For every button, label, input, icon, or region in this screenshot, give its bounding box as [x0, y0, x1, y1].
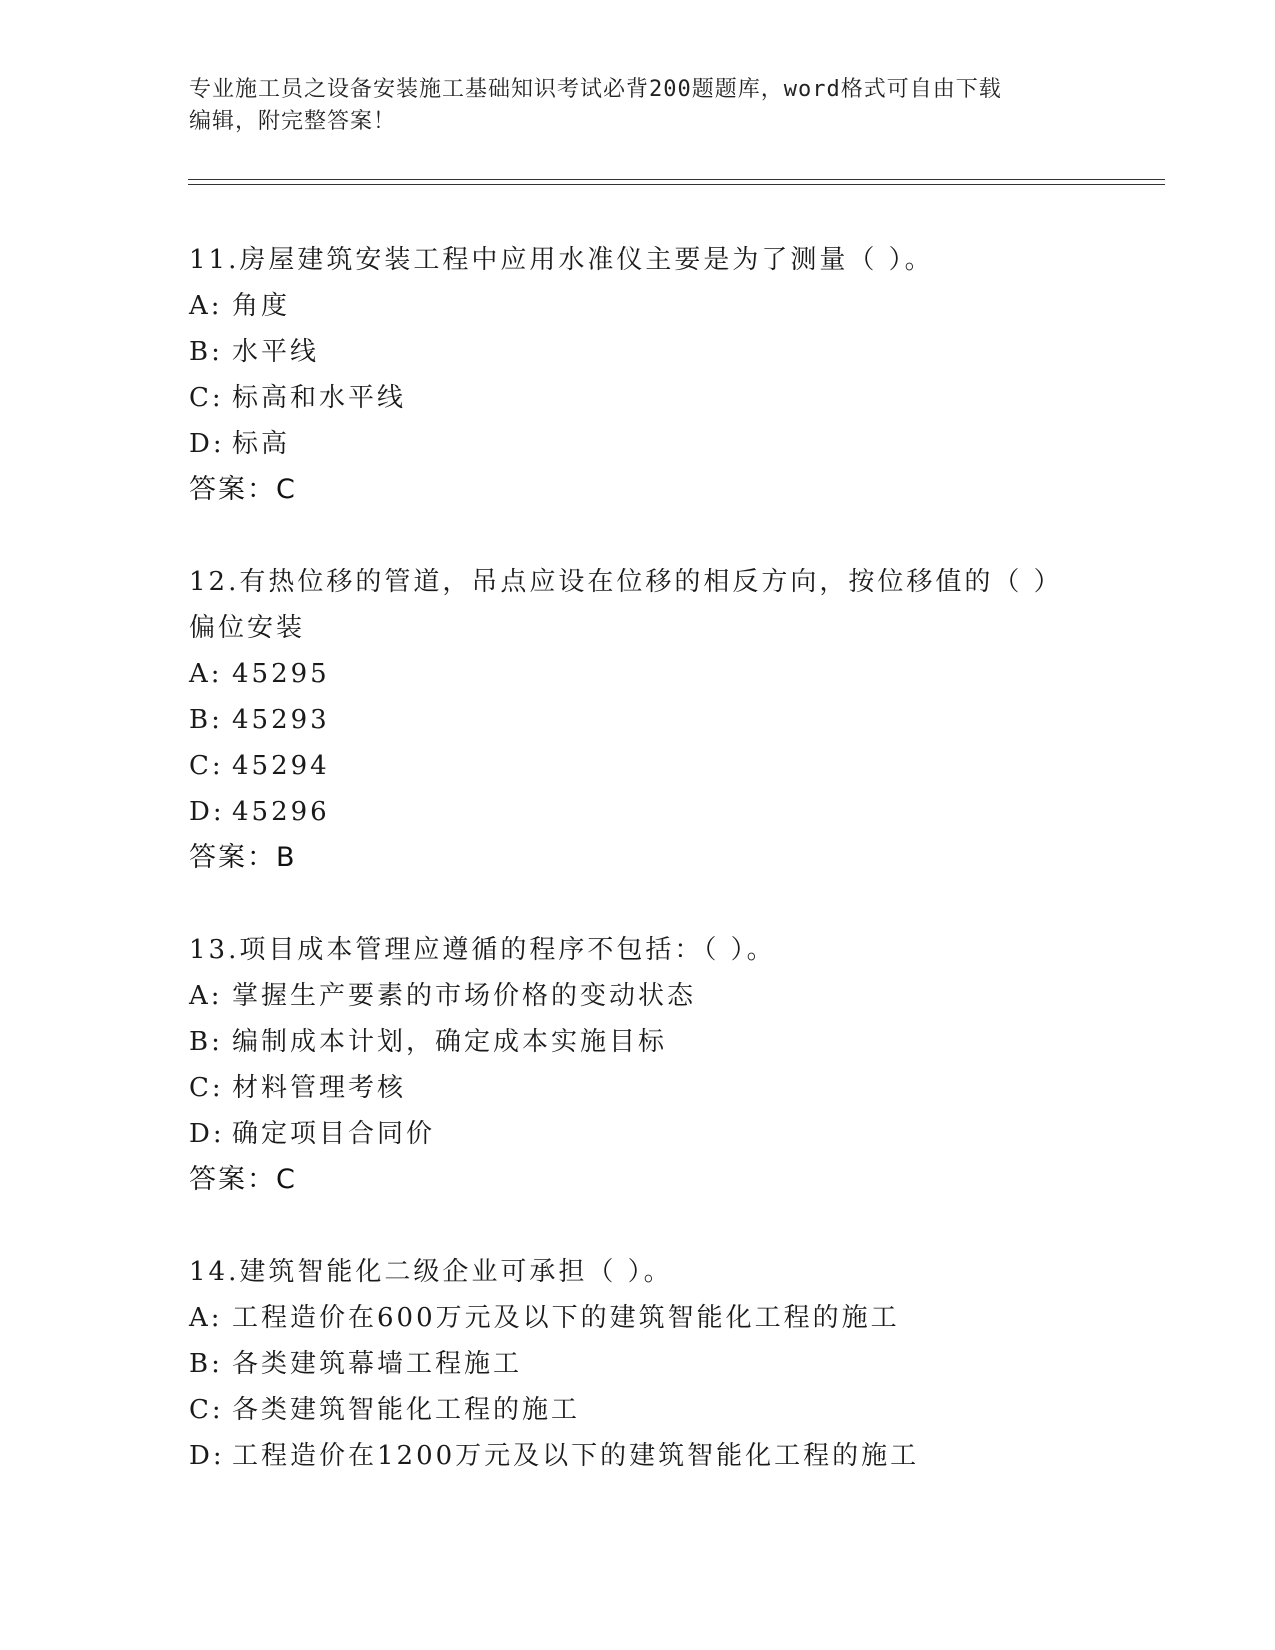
- option-text: 工程造价在600万元及以下的建筑智能化工程的施工: [232, 1303, 900, 1333]
- answer-option: [189, 1433, 1149, 1479]
- option-text: 45293: [232, 705, 330, 735]
- question-stem: [189, 237, 1149, 283]
- option-letter: C:: [189, 751, 224, 781]
- question-block: [189, 1249, 1149, 1479]
- option-text: 各类建筑智能化工程的施工: [232, 1395, 581, 1425]
- answer-option: [189, 1019, 1149, 1065]
- question-list: [189, 237, 1149, 1525]
- option-letter: A:: [189, 291, 223, 321]
- answer-option: [189, 329, 1149, 375]
- answer-option: [189, 1341, 1149, 1387]
- option-letter: D:: [189, 1441, 225, 1471]
- option-letter: C:: [189, 383, 224, 413]
- option-letter: B:: [189, 337, 223, 367]
- option-text: 45295: [232, 659, 330, 689]
- option-letter: B:: [189, 1349, 223, 1379]
- question-stem-line: 14.建筑智能化二级企业可承担（ ）。: [189, 1257, 673, 1287]
- answer-option: [189, 973, 1149, 1019]
- answer-option: [189, 1295, 1149, 1341]
- option-text: 角度: [232, 291, 291, 321]
- answer-option: [189, 697, 1149, 743]
- option-text: 45296: [232, 797, 330, 827]
- answer-option: [189, 1065, 1149, 1111]
- answer-option: [189, 283, 1149, 329]
- question-stem: [189, 1249, 1149, 1295]
- option-text: 45294: [232, 751, 330, 781]
- option-letter: D:: [189, 1119, 225, 1149]
- answer-option: [189, 1387, 1149, 1433]
- option-letter: A:: [189, 659, 223, 689]
- option-letter: D:: [189, 429, 225, 459]
- header-divider-top: [188, 179, 1165, 180]
- header-divider-bottom: [188, 184, 1165, 185]
- option-letter: C:: [189, 1395, 224, 1425]
- header-title-line-1: 专业施工员之设备安装施工基础知识考试必背200题题库，word格式可自由下载: [189, 77, 1002, 102]
- answer-option: [189, 743, 1149, 789]
- question-stem: [189, 559, 1149, 651]
- document-header: [189, 74, 1089, 138]
- question-stem-line: 11.房屋建筑安装工程中应用水准仪主要是为了测量（ ）。: [189, 245, 934, 275]
- option-text: 水平线: [232, 337, 320, 367]
- question-block: [189, 559, 1149, 881]
- option-letter: D:: [189, 797, 225, 827]
- option-text: 材料管理考核: [232, 1073, 407, 1103]
- header-title-line-2: 编辑，附完整答案！: [189, 109, 397, 134]
- option-text: 标高: [232, 429, 291, 459]
- question-block: [189, 927, 1149, 1203]
- option-text: 确定项目合同价: [232, 1119, 436, 1149]
- question-stem-line: 12.有热位移的管道，吊点应设在位移的相反方向，按位移值的（ ）: [189, 567, 1063, 597]
- option-text: 编制成本计划，确定成本实施目标: [232, 1027, 668, 1057]
- question-block: [189, 237, 1149, 513]
- answer-option: [189, 1111, 1149, 1157]
- answer-key: 答案：B: [189, 842, 297, 873]
- answer-option: [189, 421, 1149, 467]
- option-text: 掌握生产要素的市场价格的变动状态: [232, 981, 697, 1011]
- answer-key: 答案：C: [189, 1164, 297, 1195]
- question-stem-line: 偏位安装: [189, 613, 306, 643]
- answer-option: [189, 789, 1149, 835]
- question-stem-line: 13.项目成本管理应遵循的程序不包括：（ ）。: [189, 935, 776, 965]
- question-stem: [189, 927, 1149, 973]
- answer-key: 答案：C: [189, 474, 297, 505]
- option-letter: A:: [189, 981, 223, 1011]
- option-letter: C:: [189, 1073, 224, 1103]
- option-text: 工程造价在1200万元及以下的建筑智能化工程的施工: [232, 1441, 920, 1471]
- answer-option: [189, 375, 1149, 421]
- option-text: 标高和水平线: [232, 383, 407, 413]
- answer-option: [189, 651, 1149, 697]
- option-letter: A:: [189, 1303, 223, 1333]
- option-letter: B:: [189, 1027, 223, 1057]
- option-letter: B:: [189, 705, 223, 735]
- option-text: 各类建筑幕墙工程施工: [232, 1349, 523, 1379]
